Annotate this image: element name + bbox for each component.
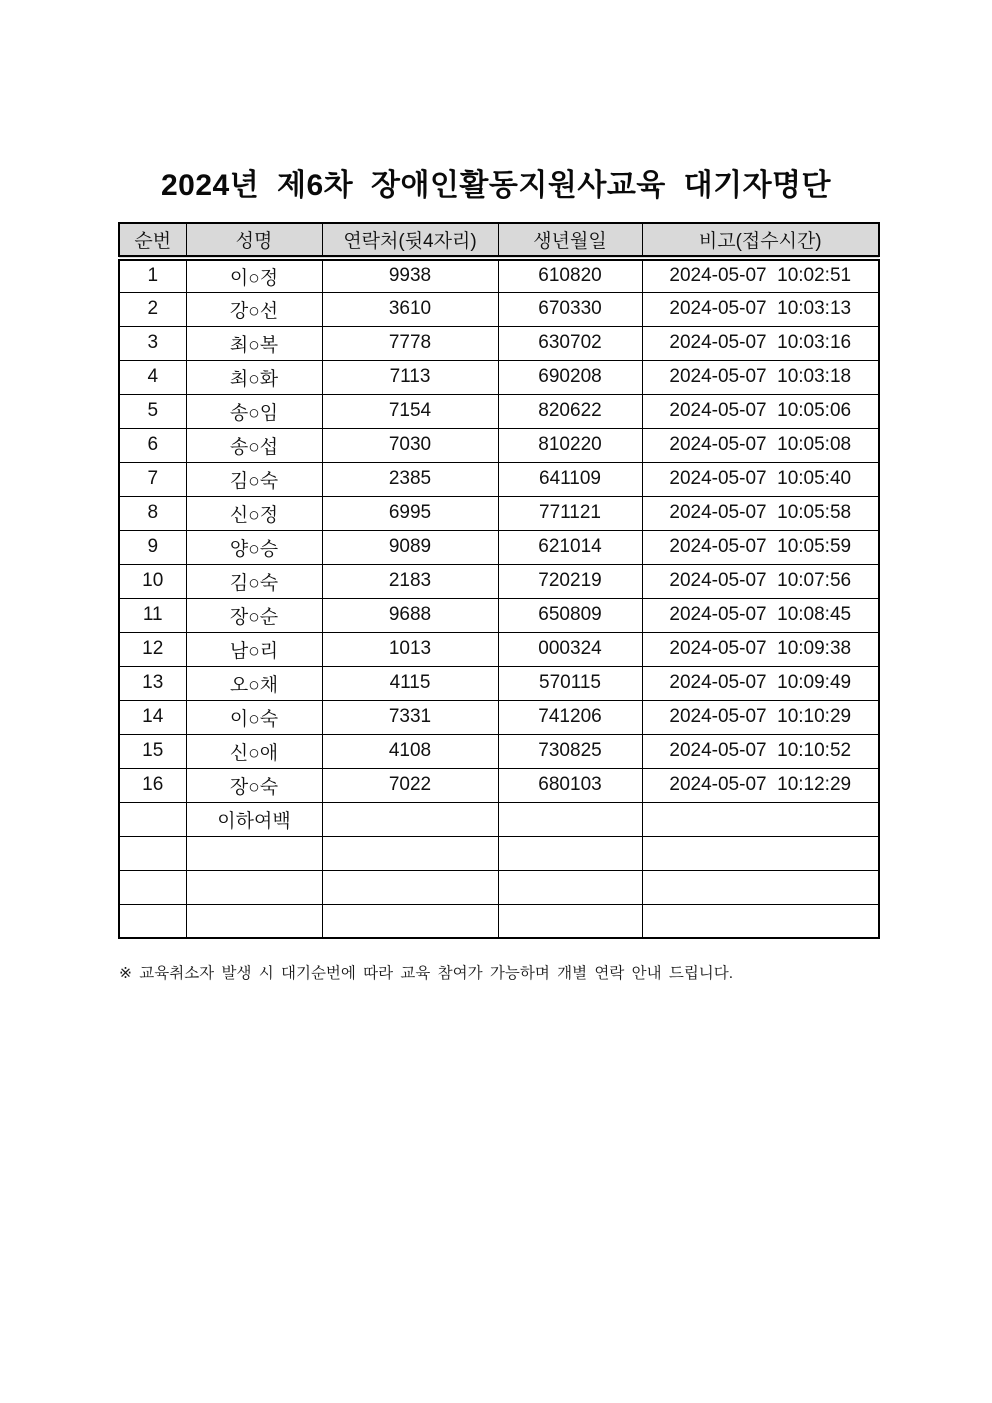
table-cell: 양○승 xyxy=(186,530,322,564)
table-cell xyxy=(119,802,186,836)
table-cell: 680103 xyxy=(498,768,642,802)
table-row xyxy=(119,734,879,768)
table-cell: 2024-05-07 10:05:06 xyxy=(642,394,879,428)
table-cell: 장○순 xyxy=(186,598,322,632)
table-cell: 1013 xyxy=(322,632,498,666)
table-row xyxy=(119,836,879,870)
table-cell: 8 xyxy=(119,496,186,530)
table-cell: 2 xyxy=(119,292,186,326)
table-cell: 2183 xyxy=(322,564,498,598)
table-cell: 남○리 xyxy=(186,632,322,666)
table-cell: 신○애 xyxy=(186,734,322,768)
table-cell xyxy=(498,870,642,904)
table-cell: 김○숙 xyxy=(186,564,322,598)
table-cell xyxy=(119,870,186,904)
table-row xyxy=(119,428,879,462)
table-cell: 2024-05-07 10:03:16 xyxy=(642,326,879,360)
table-cell xyxy=(186,904,322,938)
table-cell: 2024-05-07 10:09:49 xyxy=(642,666,879,700)
table-header xyxy=(119,223,879,258)
table-cell xyxy=(322,802,498,836)
table-cell: 신○정 xyxy=(186,496,322,530)
table-cell xyxy=(322,904,498,938)
table-cell: 송○임 xyxy=(186,394,322,428)
table-cell: 11 xyxy=(119,598,186,632)
table-row xyxy=(119,700,879,734)
table-row xyxy=(119,564,879,598)
table-row xyxy=(119,326,879,360)
table-cell: 송○섭 xyxy=(186,428,322,462)
table-cell: 2024-05-07 10:05:40 xyxy=(642,462,879,496)
table-cell: 820622 xyxy=(498,394,642,428)
table-cell: 810220 xyxy=(498,428,642,462)
table-cell: 9938 xyxy=(322,258,498,292)
table-row xyxy=(119,462,879,496)
table-cell: 771121 xyxy=(498,496,642,530)
table-cell: 4108 xyxy=(322,734,498,768)
table-cell: 7154 xyxy=(322,394,498,428)
table-cell xyxy=(119,904,186,938)
table-cell: 720219 xyxy=(498,564,642,598)
table-cell: 장○숙 xyxy=(186,768,322,802)
table-cell: 7778 xyxy=(322,326,498,360)
table-row xyxy=(119,666,879,700)
table-cell xyxy=(186,870,322,904)
table-cell: 2024-05-07 10:10:52 xyxy=(642,734,879,768)
header-row xyxy=(119,223,879,258)
table-cell: 9089 xyxy=(322,530,498,564)
table-cell xyxy=(498,836,642,870)
table-cell: 2024-05-07 10:05:08 xyxy=(642,428,879,462)
table-cell: 4115 xyxy=(322,666,498,700)
table-row xyxy=(119,904,879,938)
table-row xyxy=(119,258,879,292)
table-cell: 2024-05-07 10:09:38 xyxy=(642,632,879,666)
header-cell-birthdate: 생년월일 xyxy=(498,223,642,258)
table-cell: 650809 xyxy=(498,598,642,632)
table-row xyxy=(119,360,879,394)
table-cell: 6995 xyxy=(322,496,498,530)
waitlist-body xyxy=(119,258,879,938)
table-cell: 9688 xyxy=(322,598,498,632)
table-cell: 2024-05-07 10:05:59 xyxy=(642,530,879,564)
table-cell: 12 xyxy=(119,632,186,666)
table-cell: 2024-05-07 10:08:45 xyxy=(642,598,879,632)
table-cell: 621014 xyxy=(498,530,642,564)
table-cell: 강○선 xyxy=(186,292,322,326)
table-cell xyxy=(322,836,498,870)
table-cell: 오○채 xyxy=(186,666,322,700)
table-cell xyxy=(642,802,879,836)
header-cell-remarks: 비고(접수시간) xyxy=(642,223,879,258)
table-row xyxy=(119,632,879,666)
table-cell: 14 xyxy=(119,700,186,734)
table-cell xyxy=(642,870,879,904)
table-cell: 이하여백 xyxy=(186,802,322,836)
table-cell: 1 xyxy=(119,258,186,292)
table-cell: 2385 xyxy=(322,462,498,496)
table-cell: 김○숙 xyxy=(186,462,322,496)
table-cell xyxy=(186,836,322,870)
table-cell: 2024-05-07 10:03:18 xyxy=(642,360,879,394)
table-cell: 3 xyxy=(119,326,186,360)
table-cell: 7 xyxy=(119,462,186,496)
table-cell: 7022 xyxy=(322,768,498,802)
table-cell: 2024-05-07 10:12:29 xyxy=(642,768,879,802)
table-row xyxy=(119,598,879,632)
table-cell: 641109 xyxy=(498,462,642,496)
document-title: 2024년 제6차 장애인활동지원사교육 대기자명단 xyxy=(160,169,832,202)
table-cell: 730825 xyxy=(498,734,642,768)
waitlist-table xyxy=(118,222,880,939)
table-cell xyxy=(498,802,642,836)
table-cell xyxy=(642,904,879,938)
table-cell: 741206 xyxy=(498,700,642,734)
table-row xyxy=(119,768,879,802)
header-cell-number: 순번 xyxy=(119,223,186,258)
table-row xyxy=(119,292,879,326)
table-cell: 4 xyxy=(119,360,186,394)
table-cell: 이○정 xyxy=(186,258,322,292)
table-cell: 최○화 xyxy=(186,360,322,394)
table-row xyxy=(119,530,879,564)
table-cell: 2024-05-07 10:03:13 xyxy=(642,292,879,326)
table-row xyxy=(119,394,879,428)
table-cell: 2024-05-07 10:07:56 xyxy=(642,564,879,598)
table-cell: 9 xyxy=(119,530,186,564)
table-cell: 16 xyxy=(119,768,186,802)
table-cell: 610820 xyxy=(498,258,642,292)
table-cell: 670330 xyxy=(498,292,642,326)
table-cell: 2024-05-07 10:10:29 xyxy=(642,700,879,734)
table-row xyxy=(119,870,879,904)
waitlist-table-container xyxy=(118,222,880,939)
table-cell: 이○숙 xyxy=(186,700,322,734)
table-cell xyxy=(322,870,498,904)
table-cell xyxy=(119,836,186,870)
table-cell: 3610 xyxy=(322,292,498,326)
table-cell: 5 xyxy=(119,394,186,428)
header-cell-contact: 연락처(뒷4자리) xyxy=(322,223,498,258)
table-cell: 000324 xyxy=(498,632,642,666)
footnote: ※ 교육취소자 발생 시 대기순번에 따라 교육 참여가 가능하며 개별 연락 안내 드립니다. xyxy=(119,965,734,982)
table-cell: 570115 xyxy=(498,666,642,700)
table-row xyxy=(119,496,879,530)
table-cell: 2024-05-07 10:05:58 xyxy=(642,496,879,530)
table-cell: 630702 xyxy=(498,326,642,360)
table-row xyxy=(119,802,879,836)
table-cell: 690208 xyxy=(498,360,642,394)
table-cell: 10 xyxy=(119,564,186,598)
table-cell: 7331 xyxy=(322,700,498,734)
table-cell xyxy=(642,836,879,870)
header-cell-name: 성명 xyxy=(186,223,322,258)
table-cell: 15 xyxy=(119,734,186,768)
table-cell: 7113 xyxy=(322,360,498,394)
table-cell: 최○복 xyxy=(186,326,322,360)
table-cell xyxy=(498,904,642,938)
table-cell: 13 xyxy=(119,666,186,700)
table-cell: 6 xyxy=(119,428,186,462)
table-cell: 7030 xyxy=(322,428,498,462)
table-cell: 2024-05-07 10:02:51 xyxy=(642,258,879,292)
